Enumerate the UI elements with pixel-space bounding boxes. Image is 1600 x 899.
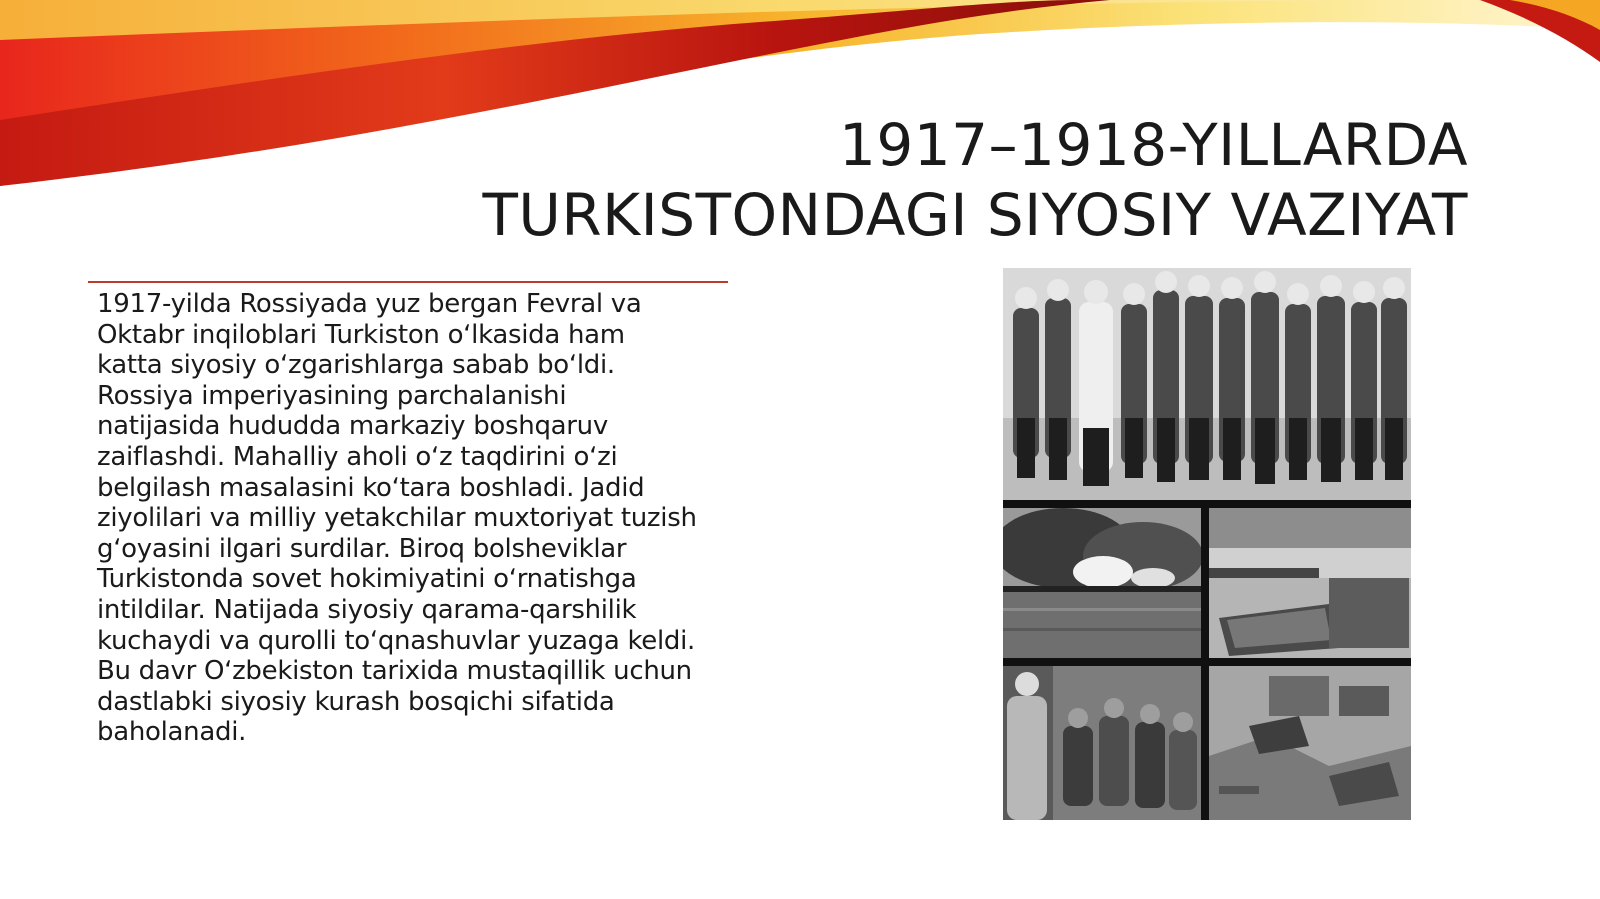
burning-ships-photo <box>1003 508 1201 658</box>
body-line: kuchaydi va qurolli toʻqnashuvlar yuzaga keldi. <box>97 625 696 656</box>
title-line-2: TURKISTONDAGI SIYOSIY VAZIYAT <box>482 181 1468 249</box>
body-line: Bu davr Oʻzbekiston tarixida mustaqillik uchun <box>97 656 692 687</box>
body-line: Rossiya imperiyasining parchalanishi <box>97 380 567 411</box>
body-line: baholanadi. <box>97 717 247 748</box>
body-line: 1917-yilda Rossiyada yuz bergan Fevral va <box>97 289 642 319</box>
ruins-photo <box>1209 666 1411 820</box>
body-paragraph <box>97 289 737 748</box>
accent-rule <box>88 281 728 283</box>
harbor-boats-photo <box>1209 508 1411 658</box>
body-line: dastlabki siyosiy kurash bosqichi sifatida <box>97 686 615 717</box>
body-line: Turkistonda sovet hokimiyatini oʻrnatishga <box>97 564 637 595</box>
title-line-1: 1917–1918-YILLARDA <box>838 111 1468 179</box>
body-line: belgilash masalasini koʻtara boshladi. Jadid <box>97 472 645 503</box>
slide-title <box>482 110 1468 250</box>
body-line: ziyolilari va milliy yetakchilar muxtoriyat tuzish <box>97 503 697 534</box>
body-line: gʻoyasini ilgari surdilar. Biroq bolsheviklar <box>97 533 627 564</box>
soldiers-group-photo <box>1003 268 1411 500</box>
body-line: natijasida hududda markaziy boshqaruv <box>97 411 608 442</box>
trench-soldiers-photo <box>1003 666 1201 820</box>
body-line: katta siyosiy oʻzgarishlarga sabab boʻldi. <box>97 350 615 381</box>
body-line: intildilar. Natijada siyosiy qarama-qarshilik <box>97 594 637 625</box>
photo-collage <box>1003 268 1411 820</box>
body-line: zaiflashdi. Mahalliy aholi oʻz taqdirini oʻzi <box>97 441 618 472</box>
body-line: Oktabr inqiloblari Turkiston oʻlkasida ham <box>97 319 625 350</box>
